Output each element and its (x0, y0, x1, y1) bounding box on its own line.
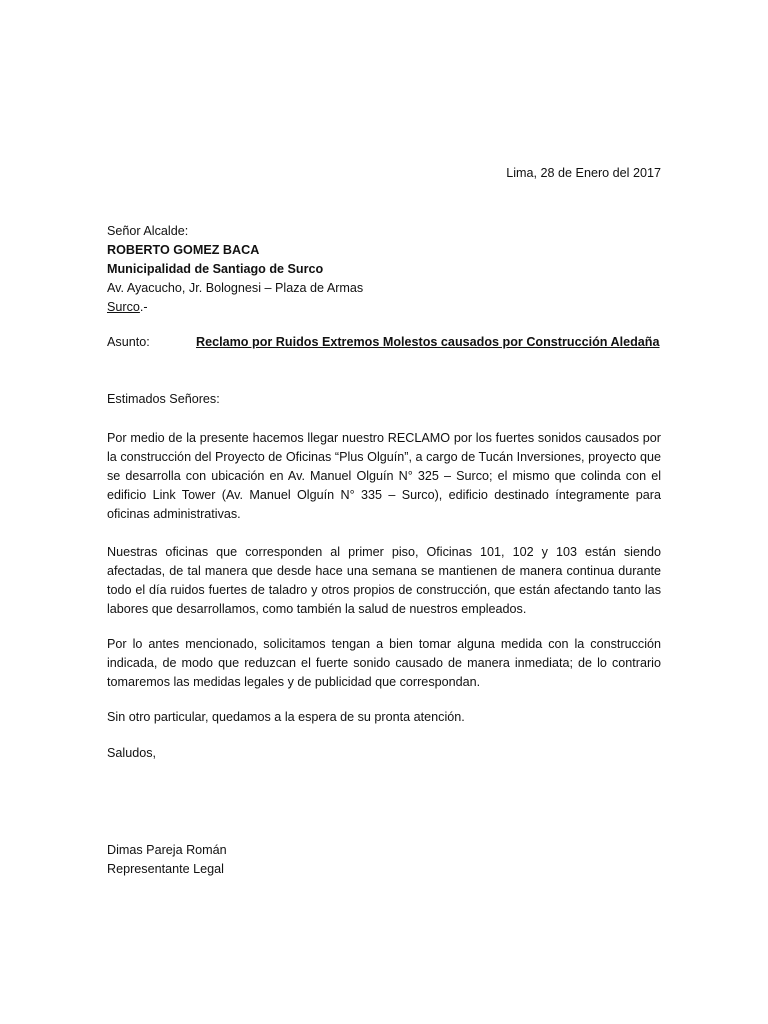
addressee-name: ROBERTO GOMEZ BACA (107, 243, 260, 257)
signature-block (107, 841, 227, 879)
closing-line: Sin otro particular, quedamos a la espera de su pronta atención. (107, 710, 465, 724)
addressee-district-suffix: .- (139, 300, 148, 314)
addressee-address: Av. Ayacucho, Jr. Bolognesi – Plaza de Armas (107, 281, 364, 295)
body-paragraph: Nuestras oficinas que corresponden al primer piso, Oficinas 101, 102 y 103 están siendo afectadas, de tal manera que desde hace una semana se mantienen de manera continua durante todo el día ruidos fuertes de taladro y otros propios de construcción, que están afectando tanto las labores que desarrollamos, como también la salud de nuestros empleados. (107, 545, 661, 616)
addressee-institution: Municipalidad de Santiago de Surco (107, 262, 324, 276)
signature-title: Representante Legal (107, 862, 224, 876)
greeting: Estimados Señores: (107, 392, 220, 406)
body-paragraph: Por lo antes mencionado, solicitamos tengan a bien tomar alguna medida con la construcción indicada, de modo que reduzcan el fuerte sonido causado de manera inmediata; de lo contrario tomaremos las medidas legales y de publicidad que correspondan. (107, 637, 661, 689)
addressee-district: Surco (107, 300, 140, 314)
addressee-block (107, 222, 363, 317)
addressee-district-line (107, 298, 363, 317)
signature-name: Dimas Pareja Román (107, 843, 227, 857)
body-paragraph: Por medio de la presente hacemos llegar nuestro RECLAMO por los fuertes sonidos causados por la construcción del Proyecto de Oficinas “Plus Olguín”, a cargo de Tucán Inversiones, proyecto que se desarrolla con ubicación en Av. Manuel Olguín N° 325 – Surco; el mismo que colinda con el edificio Link Tower (Av. Manuel Olguín N° 335 – Surco), edificio destinado íntegramente para oficinas administrativas. (107, 431, 661, 521)
addressee-salutation: Señor Alcalde: (107, 224, 189, 238)
subject-text: Reclamo por Ruidos Extremos Molestos causados por Construcción Aledaña (196, 335, 660, 349)
subject-label: Asunto: (107, 335, 150, 349)
subject-line (107, 335, 660, 349)
closing-salute: Saludos, (107, 746, 157, 760)
date-line: Lima, 28 de Enero del 2017 (506, 166, 661, 180)
